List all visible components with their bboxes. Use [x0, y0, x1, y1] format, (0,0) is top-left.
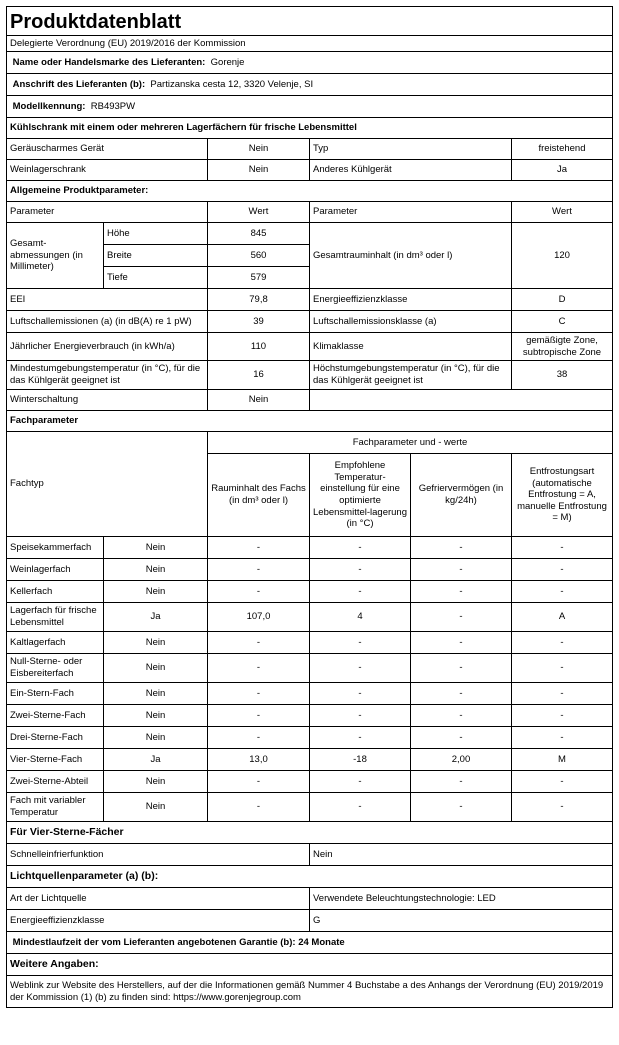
compartment-row [7, 654, 613, 683]
compartment-freezing: - [411, 771, 512, 793]
compartment-defrost: - [512, 705, 613, 727]
compartment-volume: - [208, 654, 310, 683]
data-sheet-table [6, 6, 613, 1008]
dimension-label: Tiefe [104, 267, 208, 289]
page-title: Produktdatenblatt [7, 7, 613, 36]
compartment-row [7, 559, 613, 581]
compartment-volume: - [208, 771, 310, 793]
param-value2: C [512, 311, 613, 333]
compartment-defrost: - [512, 559, 613, 581]
col-value-header: Wert [208, 202, 310, 223]
dimension-label: Höhe [104, 223, 208, 245]
param-value: 110 [208, 333, 310, 361]
general-param-row [7, 289, 613, 311]
compartment-volume: - [208, 793, 310, 822]
model-id-row [7, 96, 613, 118]
compartment-temperature: - [310, 683, 411, 705]
compartment-row [7, 749, 613, 771]
compartment-present: Nein [104, 581, 208, 603]
compartment-temperature: -18 [310, 749, 411, 771]
supplier-name-row [7, 52, 613, 74]
quick-freeze-row [7, 844, 613, 866]
light-class-row [7, 910, 613, 932]
fridge-row-label: Geräuscharmes Gerät [7, 139, 208, 160]
compartment-row [7, 705, 613, 727]
winter-row [7, 390, 613, 411]
compartment-volume: - [208, 581, 310, 603]
compartment-freezing: - [411, 559, 512, 581]
compartment-defrost: - [512, 654, 613, 683]
col-defrost-header: Entfrostungsart (automatische Entfrostung = A, manuelle Entfrostung = M) [512, 454, 613, 537]
compartment-defrost: - [512, 793, 613, 822]
regulation-subtitle: Delegierte Verordnung (EU) 2019/2016 der Kommission [7, 36, 613, 52]
four-star-heading: Für Vier-Sterne-Fächer [7, 822, 613, 844]
fridge-row [7, 160, 613, 181]
supplier-name-value: Gorenje [210, 56, 245, 68]
compartment-freezing: - [411, 537, 512, 559]
col-freezing-header: Gefriervermögen (in kg/24h) [411, 454, 512, 537]
col-temperature-header: Empfohlene Temperatur-einstellung für eine optimierte Lebensmittel-lagerung (in °C) [310, 454, 411, 537]
compartment-freezing: - [411, 632, 512, 654]
dimension-value: 845 [208, 223, 310, 245]
compartment-name: Zwei-Sterne-Fach [7, 705, 104, 727]
fridge-row-value2: Ja [512, 160, 613, 181]
compartment-name: Null-Sterne- oder Eisbereiterfach [7, 654, 104, 683]
product-data-sheet [6, 6, 612, 1008]
compartment-row [7, 632, 613, 654]
compartment-defrost: - [512, 581, 613, 603]
param-label2: Klimaklasse [310, 333, 512, 361]
light-type-label: Art der Lichtquelle [7, 888, 310, 910]
param-value2: 38 [512, 361, 613, 390]
fridge-section-heading: Kühlschrank mit einem oder mehreren Lagerfächern für frische Lebensmittel [7, 118, 613, 139]
param-value: 39 [208, 311, 310, 333]
compartment-temperature: 4 [310, 603, 411, 632]
param-label2: Energieeffizienzklasse [310, 289, 512, 311]
compartment-row [7, 683, 613, 705]
warranty-row [7, 932, 613, 954]
model-id-label: Modellkennung: [12, 100, 86, 112]
param-label2: Luftschallemissionsklasse (a) [310, 311, 512, 333]
general-param-row [7, 361, 613, 390]
compartment-row [7, 603, 613, 632]
supplier-address-row [7, 74, 613, 96]
compartment-present: Nein [104, 654, 208, 683]
empty-cell [310, 390, 613, 411]
compartment-defrost: A [512, 603, 613, 632]
compartment-row [7, 727, 613, 749]
compartment-temperature: - [310, 793, 411, 822]
compartment-present: Nein [104, 559, 208, 581]
fridge-row-value: Nein [208, 160, 310, 181]
compartment-defrost: - [512, 537, 613, 559]
dimension-row [7, 223, 613, 245]
compartments-heading: Fachparameter [7, 411, 613, 432]
compartment-volume: 13,0 [208, 749, 310, 771]
compartment-volume: - [208, 727, 310, 749]
param-value2: gemäßigte Zone, subtropische Zone [512, 333, 613, 361]
param-label2: Höchstumgebungstemperatur (in °C), für die das Kühlgerät geeignet ist [310, 361, 512, 390]
compartment-defrost: - [512, 632, 613, 654]
light-class-value: G [310, 910, 613, 932]
fridge-row-label2: Typ [310, 139, 512, 160]
compartment-freezing: - [411, 654, 512, 683]
compartment-temperature: - [310, 537, 411, 559]
compartment-name: Ein-Stern-Fach [7, 683, 104, 705]
compartment-name: Lagerfach für frische Lebensmittel [7, 603, 104, 632]
compartment-name: Weinlagerfach [7, 559, 104, 581]
compartment-params-header: Fachparameter und - werte [208, 432, 613, 454]
further-info-text: Weblink zur Website des Herstellers, auf der die Informationen gemäß Nummer 4 Buchstabe a des Anhangs der Verordnung (EU) 2019/2019 der Kommission (1) (b) zu finden sind: https://www.gorenjegroup.com [7, 976, 613, 1008]
warranty-label: Mindestlaufzeit der vom Lieferanten angebotenen Garantie (b): [12, 936, 296, 948]
col-volume-header: Rauminhalt des Fachs (in dm³ oder l) [208, 454, 310, 537]
compartment-freezing: 2,00 [411, 749, 512, 771]
supplier-name-label: Name oder Handelsmarke des Lieferanten: [12, 56, 206, 68]
param-label: EEI [7, 289, 208, 311]
compartment-present: Nein [104, 793, 208, 822]
general-param-row [7, 311, 613, 333]
col-value-header-2: Wert [512, 202, 613, 223]
param-value2: D [512, 289, 613, 311]
param-label: Mindestumgebungstemperatur (in °C), für die das Kühlgerät geeignet ist [7, 361, 208, 390]
compartment-volume: - [208, 632, 310, 654]
compartment-temperature: - [310, 771, 411, 793]
compartment-temperature: - [310, 654, 411, 683]
compartment-volume: 107,0 [208, 603, 310, 632]
compartment-name: Fach mit variabler Temperatur [7, 793, 104, 822]
fridge-row-value2: freistehend [512, 139, 613, 160]
param-value: 16 [208, 361, 310, 390]
compartment-freezing: - [411, 705, 512, 727]
supplier-address-value: Partizanska cesta 12, 3320 Velenje, SI [150, 78, 314, 90]
compartment-row [7, 771, 613, 793]
compartment-temperature: - [310, 705, 411, 727]
compartment-defrost: - [512, 771, 613, 793]
dimension-label: Breite [104, 245, 208, 267]
compartment-type-header: Fachtyp [7, 432, 208, 537]
compartment-defrost: - [512, 727, 613, 749]
col-parameter-header-2: Parameter [310, 202, 512, 223]
fridge-row-label: Weinlagerschrank [7, 160, 208, 181]
general-params-header-row [7, 202, 613, 223]
param-label: Jährlicher Energieverbrauch (in kWh/a) [7, 333, 208, 361]
compartment-present: Nein [104, 705, 208, 727]
general-param-row [7, 333, 613, 361]
compartment-name: Kellerfach [7, 581, 104, 603]
light-type-row [7, 888, 613, 910]
quick-freeze-value: Nein [310, 844, 613, 866]
compartment-freezing: - [411, 581, 512, 603]
dimension-value: 560 [208, 245, 310, 267]
param-value: 79,8 [208, 289, 310, 311]
compartment-present: Ja [104, 603, 208, 632]
compartment-row [7, 793, 613, 822]
compartments-group-row [7, 432, 613, 454]
compartment-freezing: - [411, 727, 512, 749]
further-info-heading: Weitere Angaben: [7, 954, 613, 976]
winter-label: Winterschaltung [7, 390, 208, 411]
winter-value: Nein [208, 390, 310, 411]
compartment-freezing: - [411, 603, 512, 632]
compartment-name: Zwei-Sterne-Abteil [7, 771, 104, 793]
compartment-volume: - [208, 683, 310, 705]
compartment-temperature: - [310, 727, 411, 749]
fridge-row-label2: Anderes Kühlgerät [310, 160, 512, 181]
warranty-value: 24 Monate [298, 936, 345, 948]
compartment-present: Nein [104, 632, 208, 654]
compartment-volume: - [208, 537, 310, 559]
compartment-row [7, 537, 613, 559]
fridge-row [7, 139, 613, 160]
general-params-heading: Allgemeine Produktparameter: [7, 181, 613, 202]
compartment-volume: - [208, 705, 310, 727]
fridge-row-value: Nein [208, 139, 310, 160]
compartment-defrost: M [512, 749, 613, 771]
compartment-temperature: - [310, 632, 411, 654]
model-id-value: RB493PW [90, 100, 136, 112]
total-volume-label: Gesamtrauminhalt (in dm³ oder l) [310, 223, 512, 289]
total-volume-value: 120 [512, 223, 613, 289]
compartment-present: Nein [104, 683, 208, 705]
dimensions-label: Gesamt-abmessungen (in Millimeter) [7, 223, 104, 289]
col-parameter-header: Parameter [7, 202, 208, 223]
supplier-address-label: Anschrift des Lieferanten (b): [12, 78, 146, 90]
compartment-defrost: - [512, 683, 613, 705]
light-class-label: Energieeffizienzklasse [7, 910, 310, 932]
quick-freeze-label: Schnelleinfrierfunktion [7, 844, 310, 866]
compartment-row [7, 581, 613, 603]
light-type-value: Verwendete Beleuchtungstechnologie: LED [310, 888, 613, 910]
compartment-temperature: - [310, 559, 411, 581]
compartment-temperature: - [310, 581, 411, 603]
param-label: Luftschallemissionen (a) (in dB(A) re 1 pW) [7, 311, 208, 333]
compartment-volume: - [208, 559, 310, 581]
compartment-name: Speisekammerfach [7, 537, 104, 559]
compartment-freezing: - [411, 683, 512, 705]
compartment-present: Nein [104, 771, 208, 793]
compartment-present: Nein [104, 537, 208, 559]
compartment-name: Drei-Sterne-Fach [7, 727, 104, 749]
dimension-value: 579 [208, 267, 310, 289]
compartment-present: Nein [104, 727, 208, 749]
compartment-name: Vier-Sterne-Fach [7, 749, 104, 771]
compartment-name: Kaltlagerfach [7, 632, 104, 654]
compartment-present: Ja [104, 749, 208, 771]
compartment-freezing: - [411, 793, 512, 822]
light-source-heading: Lichtquellenparameter (a) (b): [7, 866, 613, 888]
